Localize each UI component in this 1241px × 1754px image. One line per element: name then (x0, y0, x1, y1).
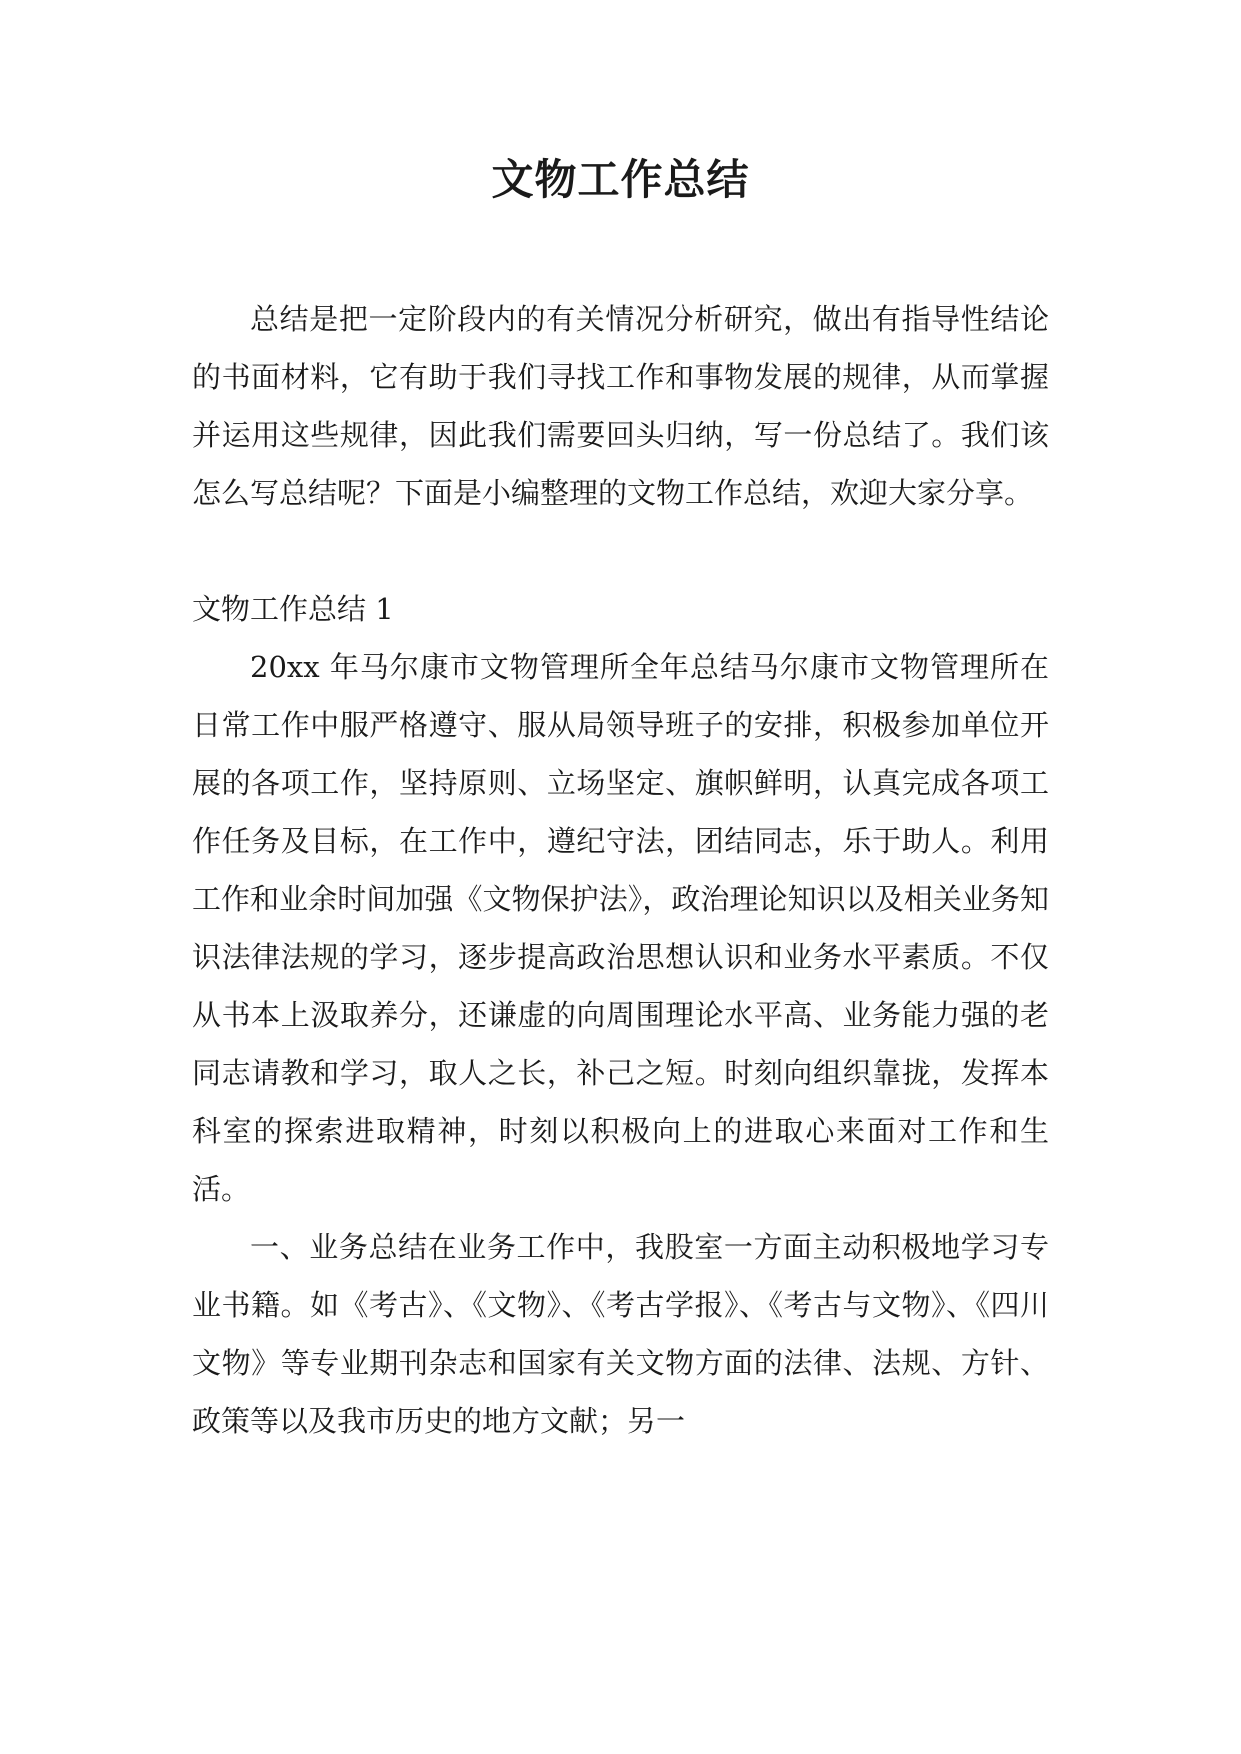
section-paragraph-2: 一、业务总结在业务工作中，我股室一方面主动积极地学习专业书籍。如《考古》、《文物》、《考古学报》、《考古与文物》、《四川文物》等专业期刊杂志和国家有关文物方面的法律、法规、方针、政策等以及我市历史的地方文献；另一 (192, 1230, 1049, 1438)
document-title: 文物工作总结 (491, 155, 750, 204)
intro-paragraph: 总结是把一定阶段内的有关情况分析研究，做出有指导性结论的书面材料，它有助于我们寻找工作和事物发展的规律，从而掌握并运用这些规律，因此我们需要回头归纳，写一份总结了。我们该怎么写总结呢？下面是小编整理的文物工作总结，欢迎大家分享。 (192, 302, 1049, 510)
section-heading: 文物工作总结 1 (192, 592, 394, 626)
document-body (192, 290, 1049, 1450)
section-paragraph-1: 20xx 年马尔康市文物管理所全年总结马尔康市文物管理所在日常工作中服严格遵守、服从局领导班子的安排，积极参加单位开展的各项工作，坚持原则、立场坚定、旗帜鲜明，认真完成各项工作任务及目标，在工作中，遵纪守法，团结同志，乐于助人。利用工作和业余时间加强《文物保护法》，政治理论知识以及相关业务知识法律法规的学习，逐步提高政治思想认识和业务水平素质。不仅从书本上汲取养分，还谦虚的向周围理论水平高、业务能力强的老同志请教和学习，取人之长，补己之短。时刻向组织靠拢，发挥本科室的探索进取精神，时刻以积极向上的进取心来面对工作和生活。 (192, 650, 1049, 1206)
